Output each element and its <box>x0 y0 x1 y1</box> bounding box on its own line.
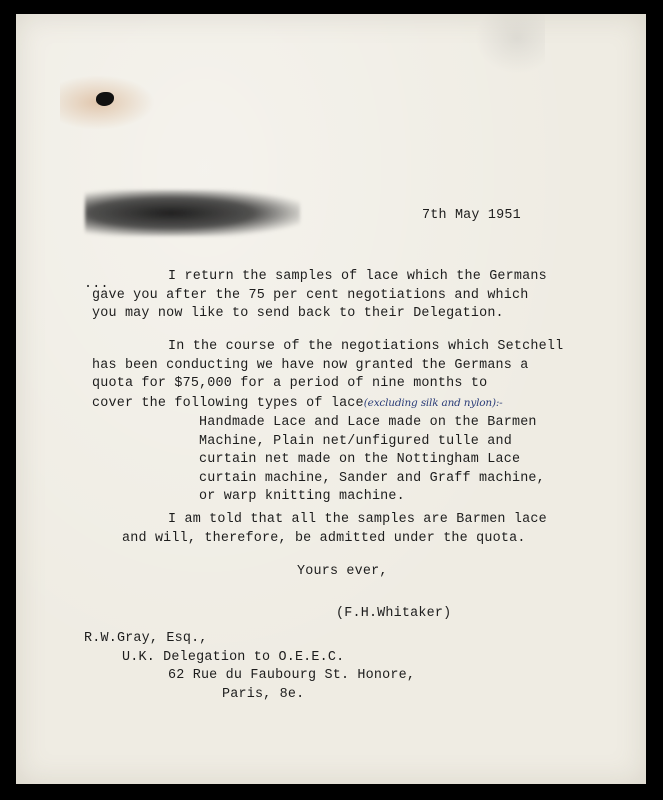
text-line: curtain machine, Sander and Graff machine, <box>199 470 545 486</box>
text-line: I am told that all the samples are Barmen lace <box>168 512 547 527</box>
paper-crease <box>475 14 545 74</box>
address-city: Paris, 8e. <box>222 687 305 702</box>
text-line: I return the samples of lace which the Germans <box>168 269 547 284</box>
text-line: or warp knitting machine. <box>199 489 405 504</box>
handwritten-insert: (excluding silk and nylon):- <box>363 396 503 409</box>
paragraph-1 <box>92 268 547 324</box>
text-line: and will, therefore, be admitted under the quota. <box>122 530 526 546</box>
text-line: In the course of the negotiations which Setchell <box>168 339 564 354</box>
address-name: R.W.Gray, Esq., <box>84 631 208 646</box>
text-line: gave you after the 75 per cent negotiations and which <box>92 287 529 303</box>
text-line: quota for $75,000 for a period of nine months to <box>92 376 488 391</box>
closing: Yours ever, <box>297 564 388 579</box>
paragraph-2 <box>92 338 563 413</box>
address-org: U.K. Delegation to O.E.E.C. <box>122 650 345 665</box>
text-line-end: cover the following types of lace <box>92 395 364 411</box>
signature: (F.H.Whitaker) <box>336 606 452 621</box>
text-line: curtain net made on the Nottingham Lace <box>199 452 521 467</box>
letter-date: 7th May 1951 <box>422 208 521 223</box>
text-line: Machine, Plain net/unfigured tulle and <box>199 433 512 449</box>
text-line: you may now like to send back to their Delegation. <box>92 306 504 321</box>
paragraph-3 <box>122 511 547 548</box>
redaction-smudge <box>85 190 300 236</box>
text-line: has been conducting we have now granted the Germans a <box>92 357 529 373</box>
address-street: 62 Rue du Faubourg St. Honore, <box>168 668 416 683</box>
paragraph-marker: ... <box>84 277 109 292</box>
text-line: Handmade Lace and Lace made on the Barmen <box>199 415 537 430</box>
lace-types-block <box>199 414 545 507</box>
text-line <box>92 394 563 414</box>
